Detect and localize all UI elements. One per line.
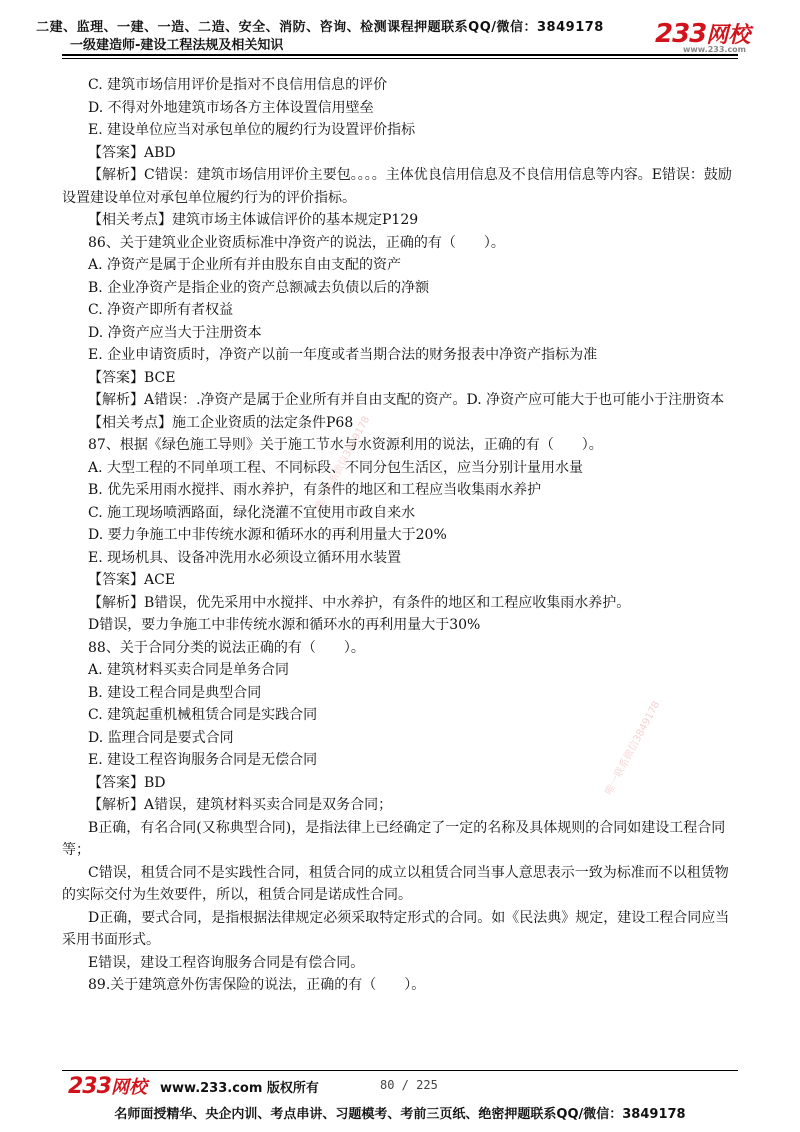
text-line: D正确，要式合同，是指根据法律规定必须采取特定形式的合同。如《民法典》规定，建设工程合同应当采用书面形式。	[62, 909, 730, 948]
text-line: E. 现场机具、设备冲洗用水必须设立循环用水装置	[88, 549, 402, 566]
text-line: 【解析】A错误，建筑材料买卖合同是双务合同；	[88, 797, 393, 813]
footer-rule	[62, 1070, 738, 1071]
header-promo: 二建、监理、一建、一造、二造、安全、消防、咨询、检测课程押题联系QQ/微信：3849178	[36, 20, 604, 35]
footer-promo: 名师面授精华、央企内训、考点串讲、习题模考、考前三页纸、绝密押题联系QQ/微信：3849178	[114, 1107, 686, 1122]
text-line: D. 净资产应当大于注册资本	[88, 324, 262, 341]
header-logo	[655, 18, 750, 54]
text-line: A. 大型工程的不同单项工程、不同标段、不同分包生活区，应当分别计量用水量	[88, 459, 584, 476]
text-line: 89.关于建筑意外伤害保险的说法，正确的有（ ）。	[88, 977, 426, 993]
text-line: B. 建设工程合同是典型合同	[88, 684, 262, 701]
header-subtitle: 一级建造师-建设工程法规及相关知识	[70, 38, 284, 53]
text-line: 【答案】BCE	[88, 369, 176, 386]
text-line: B正确，有名合同(又称典型合同)，是指法律上已经确定了一定的名称及具体规则的合同如建设工程合同等；	[62, 819, 726, 858]
text-line: D. 要力争施工中非传统水源和循环水的再利用量大于20%	[88, 527, 447, 543]
text-line: C. 施工现场喷洒路面，绿化浇灌不宜使用市政自来水	[88, 504, 416, 521]
document-body	[62, 74, 742, 997]
text-line: D. 不得对外地建筑市场各方主体设置信用壁垒	[88, 99, 374, 116]
watermark: 唯一联系微信3849178	[603, 699, 663, 798]
text-line: C. 净资产即所有者权益	[88, 302, 234, 318]
text-line: C. 建筑起重机械租赁合同是实践合同	[88, 707, 318, 723]
text-line: 【解析】C错误：建筑市场信用评价主要包。。。。主体优良信用信息及不良信用信息等内容。E错误：鼓励设置建设单位对承包单位履约行为的评价指标。	[62, 167, 732, 206]
text-line: 87、根据《绿色施工导则》关于施工节水与水资源利用的说法，正确的有（ ）。	[88, 437, 603, 453]
page-number: 80 / 225	[380, 1078, 438, 1092]
logo-text: 网校	[110, 1077, 147, 1098]
footer-logo	[68, 1073, 147, 1099]
text-line: 【解析】A错误：.净资产是属于企业所有并自由支配的资产。D. 净资产应可能大于也可能小于注册资本	[88, 392, 725, 408]
text-line: 【答案】BD	[88, 774, 166, 791]
text-line: 88、关于合同分类的说法正确的有（ ）。	[88, 639, 365, 656]
footer-site: www.233.com 版权所有	[160, 1081, 319, 1096]
text-line: A. 建筑材料买卖合同是单务合同	[88, 662, 290, 678]
text-line: 【相关考点】施工企业资质的法定条件P68	[88, 414, 354, 431]
text-line: E. 企业申请资质时，净资产以前一年度或者当期合法的财务报表中净资产指标为准	[88, 347, 598, 363]
text-line: C. 建筑市场信用评价是指对不良信用信息的评价	[88, 77, 388, 93]
logo-number: 233	[655, 19, 707, 49]
logo-url: www.233.com	[683, 45, 747, 54]
text-line: 【答案】ACE	[88, 572, 176, 588]
text-line: E. 建设工程咨询服务合同是无偿合同	[88, 752, 318, 768]
text-line: D. 监理合同是要式合同	[88, 729, 234, 746]
text-line: 【答案】ABD	[88, 144, 176, 161]
text-line: 86、关于建筑业企业资质标准中净资产的说法，正确的有（ ）。	[88, 234, 505, 251]
text-line: E. 建设单位应当对承包单位的履约行为设置评价指标	[88, 122, 416, 138]
logo-number: 233	[68, 1074, 111, 1099]
text-line: B. 企业净资产是指企业的资产总额减去负债以后的净额	[88, 279, 430, 296]
text-line: B. 优先采用雨水搅拌、雨水养护，有条件的地区和工程应当收集雨水养护	[88, 482, 542, 498]
watermark: 唯一联系微信3849178	[313, 414, 373, 513]
text-line: A. 净资产是属于企业所有并由股东自由支配的资产	[88, 257, 402, 273]
text-line: D错误，要力争施工中非传统水源和循环水的再利用量大于30%	[88, 617, 481, 633]
text-line: 【解析】B错误，优先采用中水搅拌、中水养护，有条件的地区和工程应收集雨水养护。	[88, 594, 631, 611]
header-rule	[62, 54, 738, 56]
text-line: 【相关考点】建筑市场主体诚信评价的基本规定P129	[88, 212, 419, 228]
text-line: E错误，建设工程咨询服务合同是有偿合同。	[88, 954, 365, 971]
text-line: C错误，租赁合同不是实践性合同，租赁合同的成立以租赁合同当事人意思表示一致为标准而不以租赁物的实际交付为生效要件，所以，租赁合同是诺成性合同。	[62, 864, 729, 903]
header-rule-thin	[62, 58, 738, 59]
logo-text: 网校	[706, 23, 751, 48]
